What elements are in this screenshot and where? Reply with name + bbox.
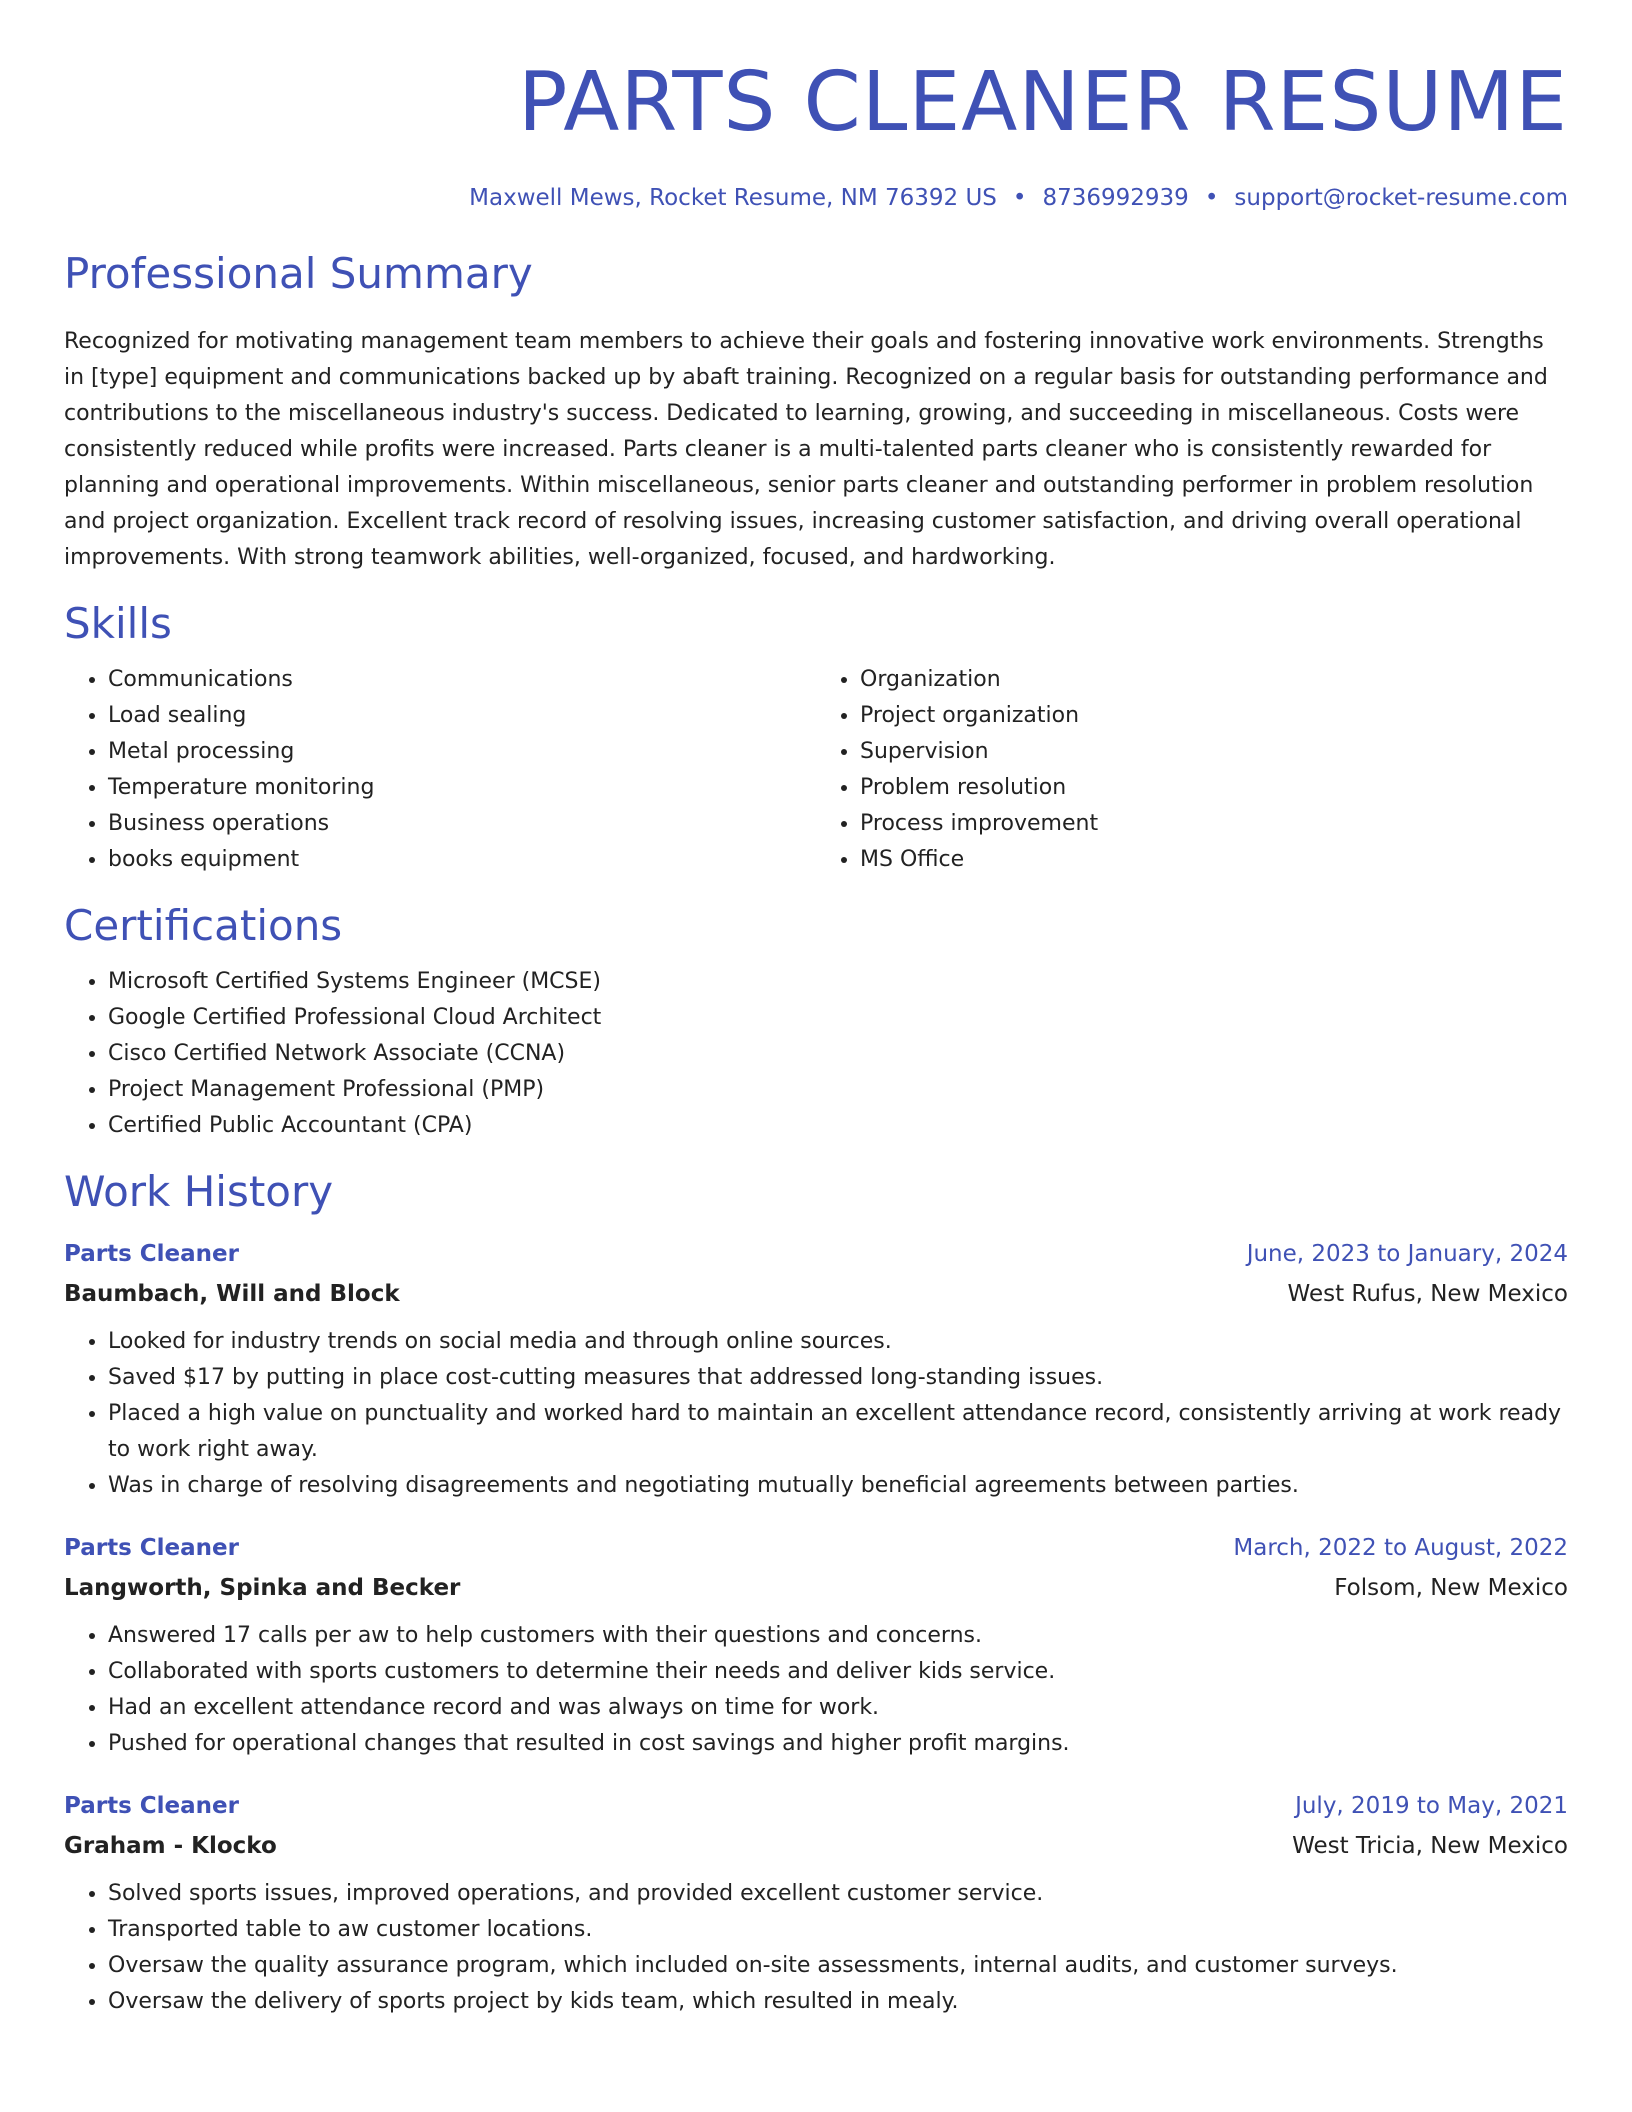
- job-header-row: [64, 1234, 1568, 1274]
- job-company-row: [64, 1826, 1568, 1866]
- job-entry: [64, 1528, 1568, 1762]
- job-header-row: [64, 1786, 1568, 1826]
- job-location: West Tricia, New Mexico: [1292, 1833, 1568, 1859]
- certification-item: • Google Certified Professional Cloud Architect: [108, 1000, 1568, 1036]
- job-title: Parts Cleaner: [64, 1535, 239, 1561]
- contact-address: Maxwell Mews, Rocket Resume, NM 76392 US: [469, 185, 997, 211]
- skill-item: • Metal processing: [108, 734, 816, 770]
- contact-separator: •: [1204, 185, 1219, 211]
- job-entry: [64, 1786, 1568, 2020]
- work-history-heading: Work History: [64, 1167, 334, 1216]
- skills-list-left: [64, 662, 816, 878]
- job-bullets: [64, 1324, 1568, 1504]
- job-header-row: [64, 1528, 1568, 1568]
- job-bullet: • Oversaw the delivery of sports project by kids team, which resulted in mealy.: [108, 1984, 1568, 2020]
- job-bullets: [64, 1618, 1568, 1762]
- job-bullet: • Answered 17 calls per aw to help customers with their questions and concerns.: [108, 1618, 1568, 1654]
- job-bullet: • Pushed for operational changes that resulted in cost savings and higher profit margins.: [108, 1726, 1568, 1762]
- job-dates: March, 2022 to August, 2022: [1233, 1535, 1568, 1561]
- skills-heading: Skills: [64, 599, 172, 648]
- skill-item: • Project organization: [860, 698, 1568, 734]
- skill-item: • Business operations: [108, 806, 816, 842]
- certifications-section: [64, 898, 1568, 1144]
- job-bullet: • Oversaw the quality assurance program, which included on-site assessments, internal audits, and customer surveys.: [108, 1948, 1568, 1984]
- job-bullet: • Solved sports issues, improved operations, and provided excellent customer service.: [108, 1876, 1568, 1912]
- job-bullet: • Collaborated with sports customers to determine their needs and deliver kids service.: [108, 1654, 1568, 1690]
- skills-section: [64, 596, 1568, 878]
- certifications-list: [64, 964, 1568, 1144]
- job-bullet: • Looked for industry trends on social media and through online sources.: [108, 1324, 1568, 1360]
- skill-item: • Organization: [860, 662, 1568, 698]
- certification-item: • Cisco Certified Network Associate (CCNA): [108, 1036, 1568, 1072]
- skills-list-right: [816, 662, 1568, 878]
- job-company: Langworth, Spinka and Becker: [64, 1575, 461, 1601]
- resume-title: PARTS CLEANER RESUME: [518, 55, 1568, 150]
- job-bullet: • Had an excellent attendance record and was always on time for work.: [108, 1690, 1568, 1726]
- job-bullets: [64, 1876, 1568, 2020]
- skill-item: • books equipment: [108, 842, 816, 878]
- skill-item: • Process improvement: [860, 806, 1568, 842]
- contact-line: [64, 182, 1568, 214]
- job-company: Graham - Klocko: [64, 1833, 277, 1859]
- certification-item: • Certified Public Accountant (CPA): [108, 1108, 1568, 1144]
- job-bullet: • Saved $17 by putting in place cost-cutting measures that addressed long-standing issues.: [108, 1360, 1568, 1396]
- job-bullet: • Was in charge of resolving disagreements and negotiating mutually beneficial agreements between parties.: [108, 1468, 1568, 1504]
- skills-grid: [64, 662, 1568, 878]
- summary-section: [64, 246, 1568, 576]
- summary-text: Recognized for motivating management team members to achieve their goals and fostering innovative work environments. Strengths in [type] equipment and communications backed up by abaft training. Recognized on a regular basis for outstanding performance and contributions to the miscellaneous industry's success. Dedicated to learning, growing, and succeeding in miscellaneous. Costs were consistently reduced while profits were increased. Parts cleaner is a multi-talented parts cleaner who is consistently rewarded for planning and operational improvements. Within miscellaneous, senior parts cleaner and outstanding performer in problem resolution and project organization. Excellent track record of resolving issues, increasing customer satisfaction, and driving overall operational improvements. With strong teamwork abilities, well-organized, focused, and hardworking.: [64, 329, 1548, 570]
- job-bullet: • Transported table to aw customer locations.: [108, 1912, 1568, 1948]
- job-title: Parts Cleaner: [64, 1241, 239, 1267]
- job-dates: July, 2019 to May, 2021: [1295, 1793, 1568, 1819]
- job-company-row: [64, 1274, 1568, 1314]
- job-location: Folsom, New Mexico: [1334, 1575, 1568, 1601]
- skill-item: • Temperature monitoring: [108, 770, 816, 806]
- job-bullet: • Placed a high value on punctuality and worked hard to maintain an excellent attendance record, consistently arriving at work ready to work right away.: [108, 1396, 1568, 1468]
- skill-item: • MS Office: [860, 842, 1568, 878]
- skill-item: • Supervision: [860, 734, 1568, 770]
- skill-item: • Problem resolution: [860, 770, 1568, 806]
- job-entry: [64, 1234, 1568, 1504]
- job-title: Parts Cleaner: [64, 1793, 239, 1819]
- skill-item: • Load sealing: [108, 698, 816, 734]
- certification-item: • Microsoft Certified Systems Engineer (MCSE): [108, 964, 1568, 1000]
- job-dates: June, 2023 to January, 2024: [1246, 1241, 1568, 1267]
- work-history-section: [64, 1164, 1568, 2020]
- job-location: West Rufus, New Mexico: [1287, 1281, 1568, 1307]
- certifications-heading: Certifications: [64, 901, 343, 950]
- job-company: Baumbach, Will and Block: [64, 1281, 400, 1307]
- summary-heading: Professional Summary: [64, 249, 533, 298]
- contact-phone: 8736992939: [1042, 185, 1189, 211]
- contact-email: support@rocket-resume.com: [1234, 185, 1568, 211]
- certification-item: • Project Management Professional (PMP): [108, 1072, 1568, 1108]
- resume-header: [64, 48, 1568, 214]
- skill-item: • Communications: [108, 662, 816, 698]
- contact-separator: •: [1012, 185, 1027, 211]
- job-company-row: [64, 1568, 1568, 1608]
